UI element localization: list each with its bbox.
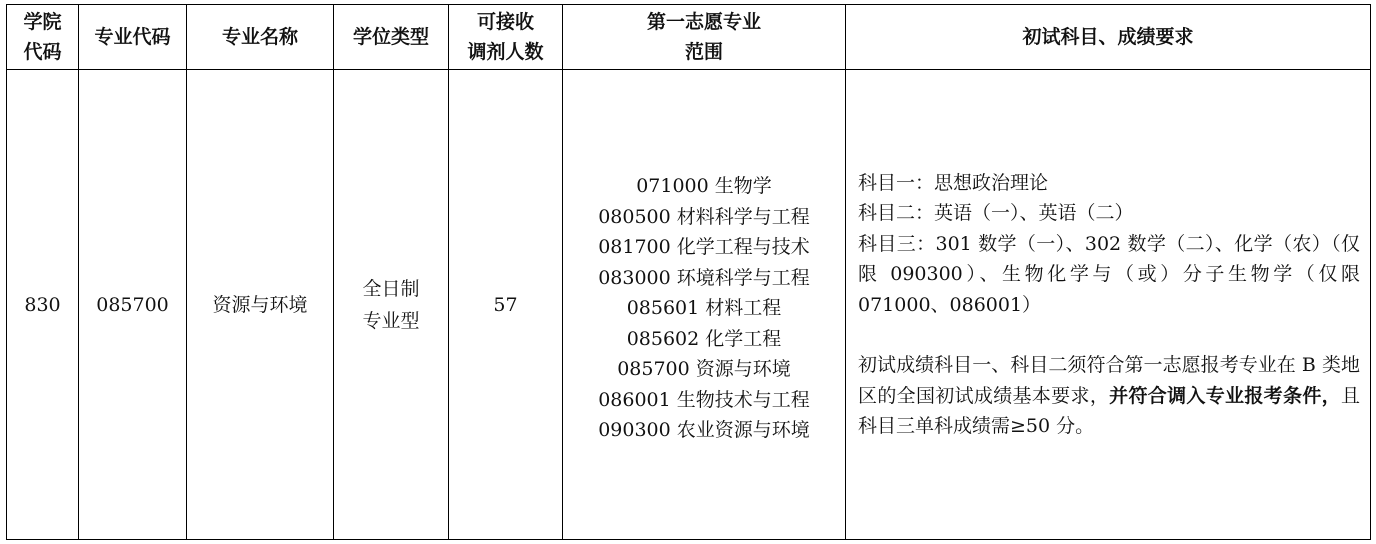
cell-quota: 57 xyxy=(449,70,563,540)
list-item: 085602 化学工程 xyxy=(626,327,782,350)
requirement-text-part1: 初试成绩科目一、科目二须符合第一志愿报考专业在 B 类地区的全国初试成绩基本要求， xyxy=(858,354,1360,407)
list-item: 090300 农业资源与环境 xyxy=(598,419,810,442)
header-exam-requirements: 初试科目、成绩要求 xyxy=(846,5,1371,70)
list-item: 086001 生物技术与工程 xyxy=(598,388,810,411)
degree-type-line1: 全日制 xyxy=(362,277,420,300)
cell-first-choice-majors xyxy=(563,70,846,540)
header-college-code xyxy=(7,5,79,70)
cell-major-code: 085700 xyxy=(79,70,187,540)
header-quota-line2: 调剂人数 xyxy=(467,41,544,63)
requirement-text-bold: 并符合调入专业报考条件， xyxy=(1109,384,1341,407)
header-major-code: 专业代码 xyxy=(79,5,187,70)
header-major-name: 专业名称 xyxy=(187,5,334,70)
header-first-choice-line2: 范围 xyxy=(684,41,723,63)
adjustment-table xyxy=(6,4,1371,540)
header-degree-type: 学位类型 xyxy=(334,5,449,70)
header-first-choice-line1: 第一志愿专业 xyxy=(646,11,761,33)
list-item: 081700 化学工程与技术 xyxy=(598,236,810,259)
list-item: 085700 资源与环境 xyxy=(617,358,791,381)
requirement-text-part2: 且科目三单科成绩需≥50 分。 xyxy=(858,384,1360,437)
header-first-choice xyxy=(563,5,846,70)
table-row xyxy=(7,70,1371,540)
list-item: 071000 生物学 xyxy=(636,175,772,198)
cell-degree-type xyxy=(334,70,449,540)
header-quota-line1: 可接收 xyxy=(476,11,534,33)
header-college-code-line1: 学院 xyxy=(23,11,62,33)
list-item: 085601 材料工程 xyxy=(626,297,782,320)
header-row xyxy=(7,5,1371,70)
exam-subject-1: 科目一：思想政治理论 xyxy=(858,171,1049,194)
header-quota xyxy=(449,5,563,70)
first-choice-major-list xyxy=(563,163,845,446)
degree-type-line2: 专业型 xyxy=(362,309,420,332)
exam-subject-2: 科目二：英语（一）、英语（二） xyxy=(858,202,1134,224)
cell-exam-requirements xyxy=(846,70,1371,540)
exam-subject-3: 科目三：301 数学（一）、302 数学（二）、化学（农）（仅限 090300）、生物化学与（或）分子生物学（仅限 071000、086001） xyxy=(858,232,1360,316)
cell-college-code: 830 xyxy=(7,70,79,540)
list-item: 080500 材料科学与工程 xyxy=(598,205,810,228)
header-college-code-line2: 代码 xyxy=(23,41,62,63)
exam-score-requirement xyxy=(858,350,1360,442)
cell-major-name: 资源与环境 xyxy=(187,70,334,540)
paragraph-spacer xyxy=(858,320,1360,350)
list-item: 083000 环境科学与工程 xyxy=(598,266,810,289)
